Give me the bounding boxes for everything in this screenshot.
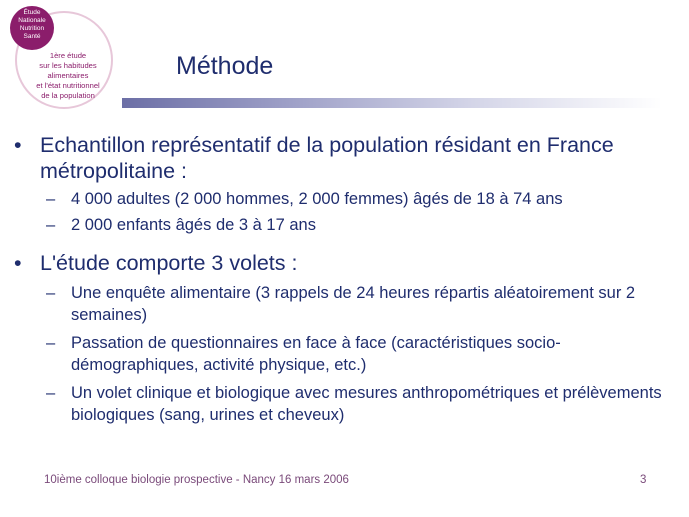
bullet-sampling bbox=[14, 132, 684, 184]
sub-bullet bbox=[14, 382, 684, 426]
bullet-text: Echantillon représentatif de la population résidant en France métropolitaine : bbox=[40, 133, 614, 183]
bullet-text: L'étude comporte 3 volets : bbox=[40, 251, 298, 275]
slide-content bbox=[14, 132, 684, 426]
logo bbox=[6, 2, 118, 114]
bullet-dot-icon: • bbox=[14, 251, 22, 275]
logo-text-line: de la population bbox=[41, 91, 95, 100]
sub-bullet-text: 2 000 enfants âgés de 3 à 17 ans bbox=[71, 216, 316, 234]
logo-badge-line: Étude bbox=[23, 9, 41, 16]
logo-badge-line: Nutrition bbox=[19, 25, 45, 32]
logo-text-line: 1ère étude bbox=[49, 51, 87, 60]
logo-badge-line: Santé bbox=[23, 33, 41, 40]
bullet-dot-icon: • bbox=[14, 133, 22, 157]
sub-bullet-text: Un volet clinique et biologique avec mesures anthropométriques et prélèvements biologiques (sang, urines et cheveux) bbox=[71, 384, 662, 424]
dash-icon: – bbox=[46, 284, 56, 302]
sub-bullet-text: 4 000 adultes (2 000 hommes, 2 000 femmes) âgés de 18 à 74 ans bbox=[71, 190, 563, 208]
sub-bullet bbox=[14, 282, 684, 326]
dash-icon: – bbox=[46, 216, 56, 234]
sub-bullet bbox=[14, 214, 684, 236]
sub-bullet bbox=[14, 332, 684, 376]
footer-text: 10ième colloque biologie prospective - Nancy 16 mars 2006 bbox=[44, 474, 349, 486]
logo-text-line: sur les habitudes bbox=[39, 61, 97, 70]
sub-bullet-text: Une enquête alimentaire (3 rappels de 24 heures répartis aléatoirement sur 2 semaines) bbox=[71, 284, 636, 324]
bullet-volets bbox=[14, 250, 684, 276]
slide-title: Méthode bbox=[176, 52, 274, 80]
logo-text-line: et l'état nutritionnel bbox=[36, 81, 100, 90]
page-number: 3 bbox=[640, 474, 647, 486]
dash-icon: – bbox=[46, 334, 56, 352]
dash-icon: – bbox=[46, 384, 56, 402]
logo-badge-line: Nationale bbox=[18, 17, 46, 24]
dash-icon: – bbox=[46, 190, 56, 208]
title-underline-bar bbox=[122, 98, 662, 108]
logo-text-line: alimentaires bbox=[47, 71, 89, 80]
sub-bullet-text: Passation de questionnaires en face à face (caractéristiques socio-démographiques, activité physique, etc.) bbox=[71, 334, 561, 374]
sub-bullet bbox=[14, 188, 684, 210]
